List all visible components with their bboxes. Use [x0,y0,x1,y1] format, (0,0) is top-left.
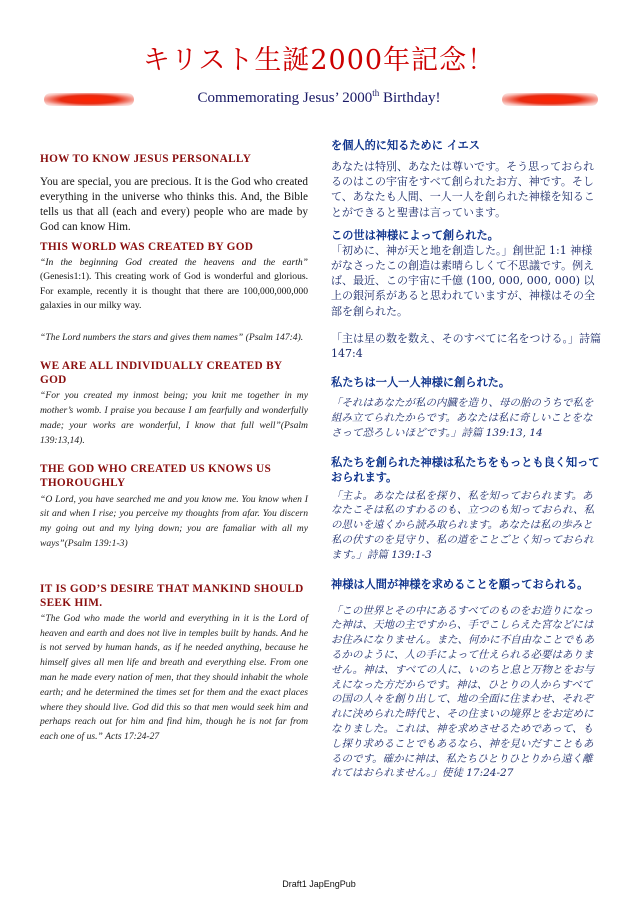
jp-body-world-created: 「初めに、神が天と地を創造した。」創世記 1:1 神様がなさったこの創造は素晴らしくて不思議です。例えば、最近、この宇宙に千億 (100, 000, 000, 000) 以上の銀河系があると思われていますが、神様はその全部を創られた。 [331,243,595,318]
footer-label: Draft1 JapEngPub [282,879,356,889]
en-heading-god-knows-us: THE GOD WHO CREATED US KNOWS US THOROUGHLY [40,462,272,489]
en-quote-genesis: “In the beginning God created the heavens and the earth” [40,257,308,268]
en-quote-acts-17: “The God who made the world and everything in it is the Lord of heaven and earth and does not live in temples built by hands. And he is not served by human hands, as if he needed anything, because he himself gives all men life and breath and everything else. From one man he made every nation of men, that they should inhabit the whole earth; and he determined the times set for them and the exact places where they should live. God did this so that men would seek him and perhaps reach out for him and find him, though he is not far from each one of us.” Acts 17:24-27 [40,612,308,743]
en-quote-psalm-147: “The Lord numbers the stars and gives them names” (Psalm 147:4). [40,331,304,343]
page-title: キリスト生誕2000年記念！ [142,45,496,76]
page-subtitle [0,88,638,107]
jp-quote-psalm-139-13: 「それはあなたが私の内臓を造り、母の胎のうちで私を組み立てられたからです。あなたは私に奇しいことをなさって恐ろしいほどです。」詩篇 139:13, 14 [331,397,594,439]
jp-quote-psalm-139-1: 「主よ。あなたは私を探り、私を知っておられます。あなたこそは私のすわるのも、立つのも知っておられ、私の思いを遠くから読み取られます。あなたは私の歩みと私の伏すのを見守り、私の道をことごとく知っておられます。」詩篇 139:1-3 [331,489,595,561]
en-heading-know-jesus: HOW TO KNOW JESUS PERSONALLY [40,153,252,165]
en-heading-seek-him: IT IS GOD’S DESIRE THAT MANKIND SHOULD SEEK HIM. [40,582,304,609]
jp-heading-god-knows-us: 私たちを創られた神様は私たちをもっとも良く知っておられます。 [331,455,600,484]
en-body-world-created [40,256,308,314]
jp-quote-acts-17: 「この世界とその中にあるすべてのものをお造りになった神は、天地の主ですから、手でこしらえた宮などにはお住みになりません。また、何かに不自由なことでもあるかのように、人の手によって仕えられる必要はありません。神は、すべての人に、いのちと息と万物とをお与えになった方だからです。神は、ひとりの人からすべての国の人々を創り出して、地の全面に住まわせ、それぞれに決められた時代と、その住まいの境界とをお定めになりました。これは、神を求めさせるためであって、もし探り求めることでもあるなら、神を見いだすこともあるのです。確かに神は、私たちひとりひとりから遠く離れてはおられません。」使徒 17:24-27 [331,604,595,780]
en-quote-psalm-139-1: “O Lord, you have searched me and you know me. You know when I sit and when I rise; you perceive my thoughts from afar. You discern my going out and my lying down; you are famaliar with all my ways”(Psalm 139:1-3) [40,493,308,549]
en-text-galaxies: (Genesis1:1). This creating work of God is wonderful and glorious. For example, recently it is thought that there are 100,000,000,000 galaxies in our milky way. [40,271,308,312]
jp-quote-psalm-147: 「主は星の数を数え、そのすべてに名をつける。」詩篇 147:4 [331,331,601,361]
en-heading-world-created: THIS WORLD WAS CREATED BY GOD [40,241,254,253]
jp-body-know-jesus: あなたは特別、あなたは尊いです。そう思っておられるのはこの宇宙をすべて創られたお方、神です。そして、あなたも人間、一人一人を創られた神様を知ることができると聖書は言っています。 [331,160,595,219]
jp-heading-seek-him: 神様は人間が神様を求めることを願っておられる。 [331,577,589,591]
jp-heading-individually-created: 私たちは一人一人神様に創られた。 [331,376,511,390]
en-heading-individually-created: WE ARE ALL INDIVIDUALLY CREATED BY GOD [40,360,282,387]
subtitle-main: Commemorating Jesus’ 2000 [197,90,373,106]
english-column [40,152,308,745]
jp-heading-world-created: この世は神様によって創られた。 [331,228,499,242]
japanese-column [331,138,601,781]
en-quote-psalm-139-13: “For you created my inmost being; you knit me together in my mother’s womb. I praise you because I am fearfully and wonderfully made; your works are wonderful, I know that full well”(Psalm 139:13,14). [40,390,308,446]
en-body-know-jesus: You are special, you are precious. It is the God who created everything in the universe who thinks this. And, the Bible tells us that all (each and every) people who are made by God can know Him. [40,176,308,233]
subtitle-ordinal: th [372,88,380,98]
subtitle-tail: Birthday! [379,90,441,106]
jp-heading-know-jesus: を個人的に知るために イエス [331,139,480,152]
